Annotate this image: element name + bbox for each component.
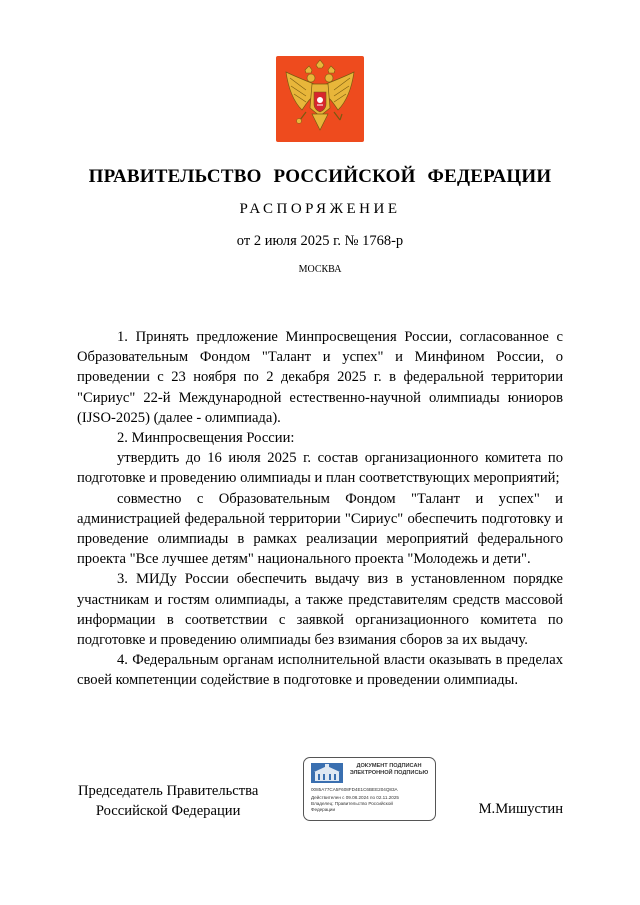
stamp-title: ДОКУМЕНТ ПОДПИСАН ЭЛЕКТРОННОЙ ПОДПИСЬЮ [349, 763, 429, 777]
paragraph: 2. Минпросвещения России: [117, 430, 295, 447]
stamp-owner: Владелец: Правительство Российской [311, 801, 393, 806]
paragraph: совместно с Образовательным Фондом "Талант и успех" и администрацией федеральной территории "Сириус" обеспечить подготовку и проведение олимпиады в рамках реализации мероприятий федерального проекта "Все лучшее детям" национального проекта "Молодежь и дети". [77, 490, 563, 568]
city: МОСКВА [298, 264, 342, 275]
stamp-owner: Федерации [311, 807, 336, 812]
electronic-signature-stamp [303, 757, 436, 821]
signer-position-line: Российской Федерации [95, 803, 241, 819]
stamp-certificate: 0085A77CA5F608FD4E1C6BEE204Q83A [311, 787, 398, 792]
document-number: от 2 июля 2025 г. № 1768-р [236, 233, 404, 249]
government-building-icon [311, 763, 343, 783]
paragraph: 4. Федеральным органам исполнительной власти оказывать в пределах своей компетенции содействие в подготовке и проведении олимпиады. [77, 652, 563, 689]
government-title: ПРАВИТЕЛЬСТВО РОССИЙСКОЙ ФЕДЕРАЦИИ [88, 166, 552, 187]
paragraph: утвердить до 16 июля 2025 г. состав организационного комитета по подготовке и проведению олимпиады и план соответствующих мероприятий; [77, 450, 563, 487]
paragraph: 1. Принять предложение Минпросвещения России, согласованное с Образовательным Фондом "Талант и успех" и Минфином России, о проведении с 23 ноября по 2 декабря 2025 г. в федеральной территории "Сириус" 22-й Международной естественно-научной олимпиады юниоров (IJSO-2025) (далее - олимпиада). [77, 329, 563, 426]
document-type: РАСПОРЯЖЕНИЕ [239, 201, 401, 217]
russian-coat-of-arms-icon [276, 56, 364, 142]
signer-name: М.Мишустин [478, 801, 563, 817]
signer-position-line: Председатель Правительства [78, 783, 259, 799]
stamp-validity: Действителен с 09.08.2024 по 02.11.2025 [311, 795, 399, 800]
paragraph: 3. МИДу России обеспечить выдачу виз в установленном порядке участникам и гостям олимпиады, а также представителям средств массовой информации в соответствии с заявкой организационного комитета по подготовке и проведению олимпиады без взимания сборов за их выдачу. [77, 571, 563, 649]
signer-position [78, 781, 258, 821]
document-body [77, 327, 563, 691]
